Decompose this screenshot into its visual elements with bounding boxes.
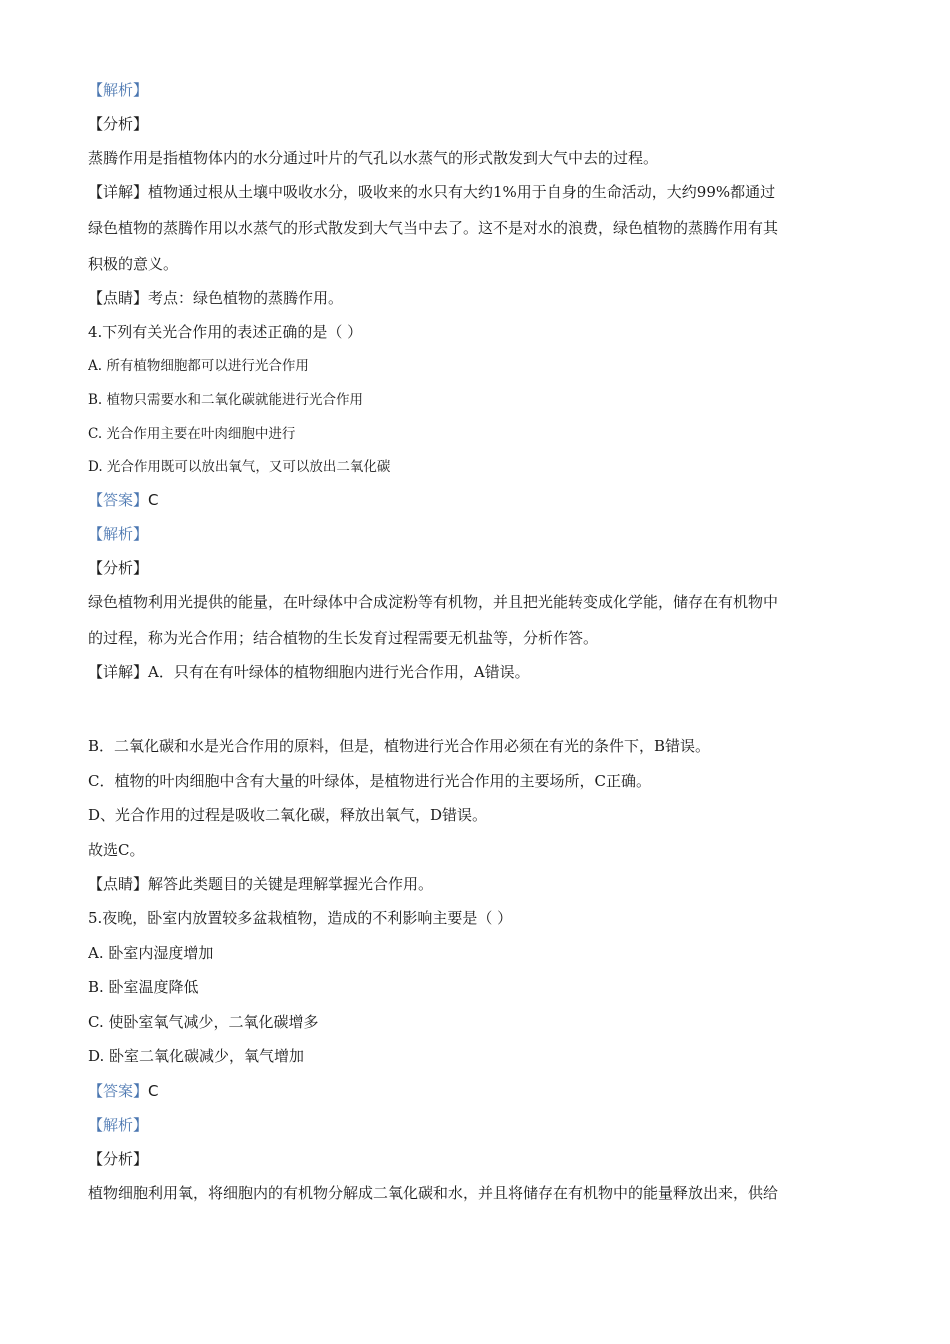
section-label-fenxi: 【分析】 — [88, 559, 149, 577]
option-d: D. 光合作用既可以放出氧气，又可以放出二氧化碳 — [88, 459, 391, 475]
text-line: 【点睛】考点：绿色植物的蒸腾作用。 — [88, 289, 344, 307]
text-line: 的过程，称为光合作用；结合植物的生长发育过程需要无机盐等，分析作答。 — [88, 629, 599, 647]
answer-value: C — [148, 1082, 159, 1100]
option-c: C. 使卧室氧气减少，二氧化碳增多 — [88, 1013, 319, 1031]
answer-value: C — [148, 491, 159, 509]
text-line: 【详解】植物通过根从土壤中吸收水分，吸收来的水只有大约1%用于自身的生命活动，大约99%都通过 — [88, 183, 776, 201]
text-line: 【详解】A．只有在有叶绿体的植物细胞内进行光合作用，A错误。 — [88, 663, 530, 681]
text-line: D、光合作用的过程是吸收二氧化碳，释放出氧气，D错误。 — [88, 806, 488, 824]
option-a: A. 所有植物细胞都可以进行光合作用 — [88, 358, 309, 374]
text-line: 故选C。 — [88, 841, 145, 859]
answer-label: 【答案】 — [88, 1082, 149, 1100]
text-line: 绿色植物利用光提供的能量，在叶绿体中合成淀粉等有机物，并且把光能转变成化学能，储存在有机物中 — [88, 593, 779, 611]
text-line: B．二氧化碳和水是光合作用的原料，但是，植物进行光合作用必须在有光的条件下，B错误。 — [88, 737, 711, 755]
option-d: D. 卧室二氧化碳减少，氧气增加 — [88, 1047, 305, 1065]
section-label-fenxi: 【分析】 — [88, 1150, 149, 1168]
section-label-jiexi: 【解析】 — [88, 525, 149, 543]
text-line: 积极的意义。 — [88, 255, 179, 273]
answer-label: 【答案】 — [88, 491, 149, 509]
text-line: 蒸腾作用是指植物体内的水分通过叶片的气孔以水蒸气的形式散发到大气中去的过程。 — [88, 149, 659, 167]
section-label-jiexi: 【解析】 — [88, 1116, 149, 1134]
question-4: 4.下列有关光合作用的表述正确的是（ ） — [88, 323, 363, 341]
option-b: B. 卧室温度降低 — [88, 978, 199, 996]
text-line: 植物细胞利用氧，将细胞内的有机物分解成二氧化碳和水，并且将储存在有机物中的能量释放出来，供给 — [88, 1184, 779, 1202]
option-b: B. 植物只需要水和二氧化碳就能进行光合作用 — [88, 392, 364, 408]
text-line: 绿色植物的蒸腾作用以水蒸气的形式散发到大气当中去了。这不是对水的浪费，绿色植物的蒸腾作用有其 — [88, 219, 779, 237]
answer-line — [88, 490, 868, 510]
section-label-fenxi: 【分析】 — [88, 115, 149, 133]
question-5: 5.夜晚，卧室内放置较多盆栽植物，造成的不利影响主要是（ ） — [88, 909, 513, 927]
text-line: 【点睛】解答此类题目的关键是理解掌握光合作用。 — [88, 875, 434, 893]
section-label-jiexi: 【解析】 — [88, 81, 149, 99]
answer-line — [88, 1081, 868, 1101]
option-c: C. 光合作用主要在叶肉细胞中进行 — [88, 426, 296, 442]
option-a: A. 卧室内湿度增加 — [88, 944, 214, 962]
text-line: C．植物的叶肉细胞中含有大量的叶绿体，是植物进行光合作用的主要场所，C正确。 — [88, 772, 651, 790]
